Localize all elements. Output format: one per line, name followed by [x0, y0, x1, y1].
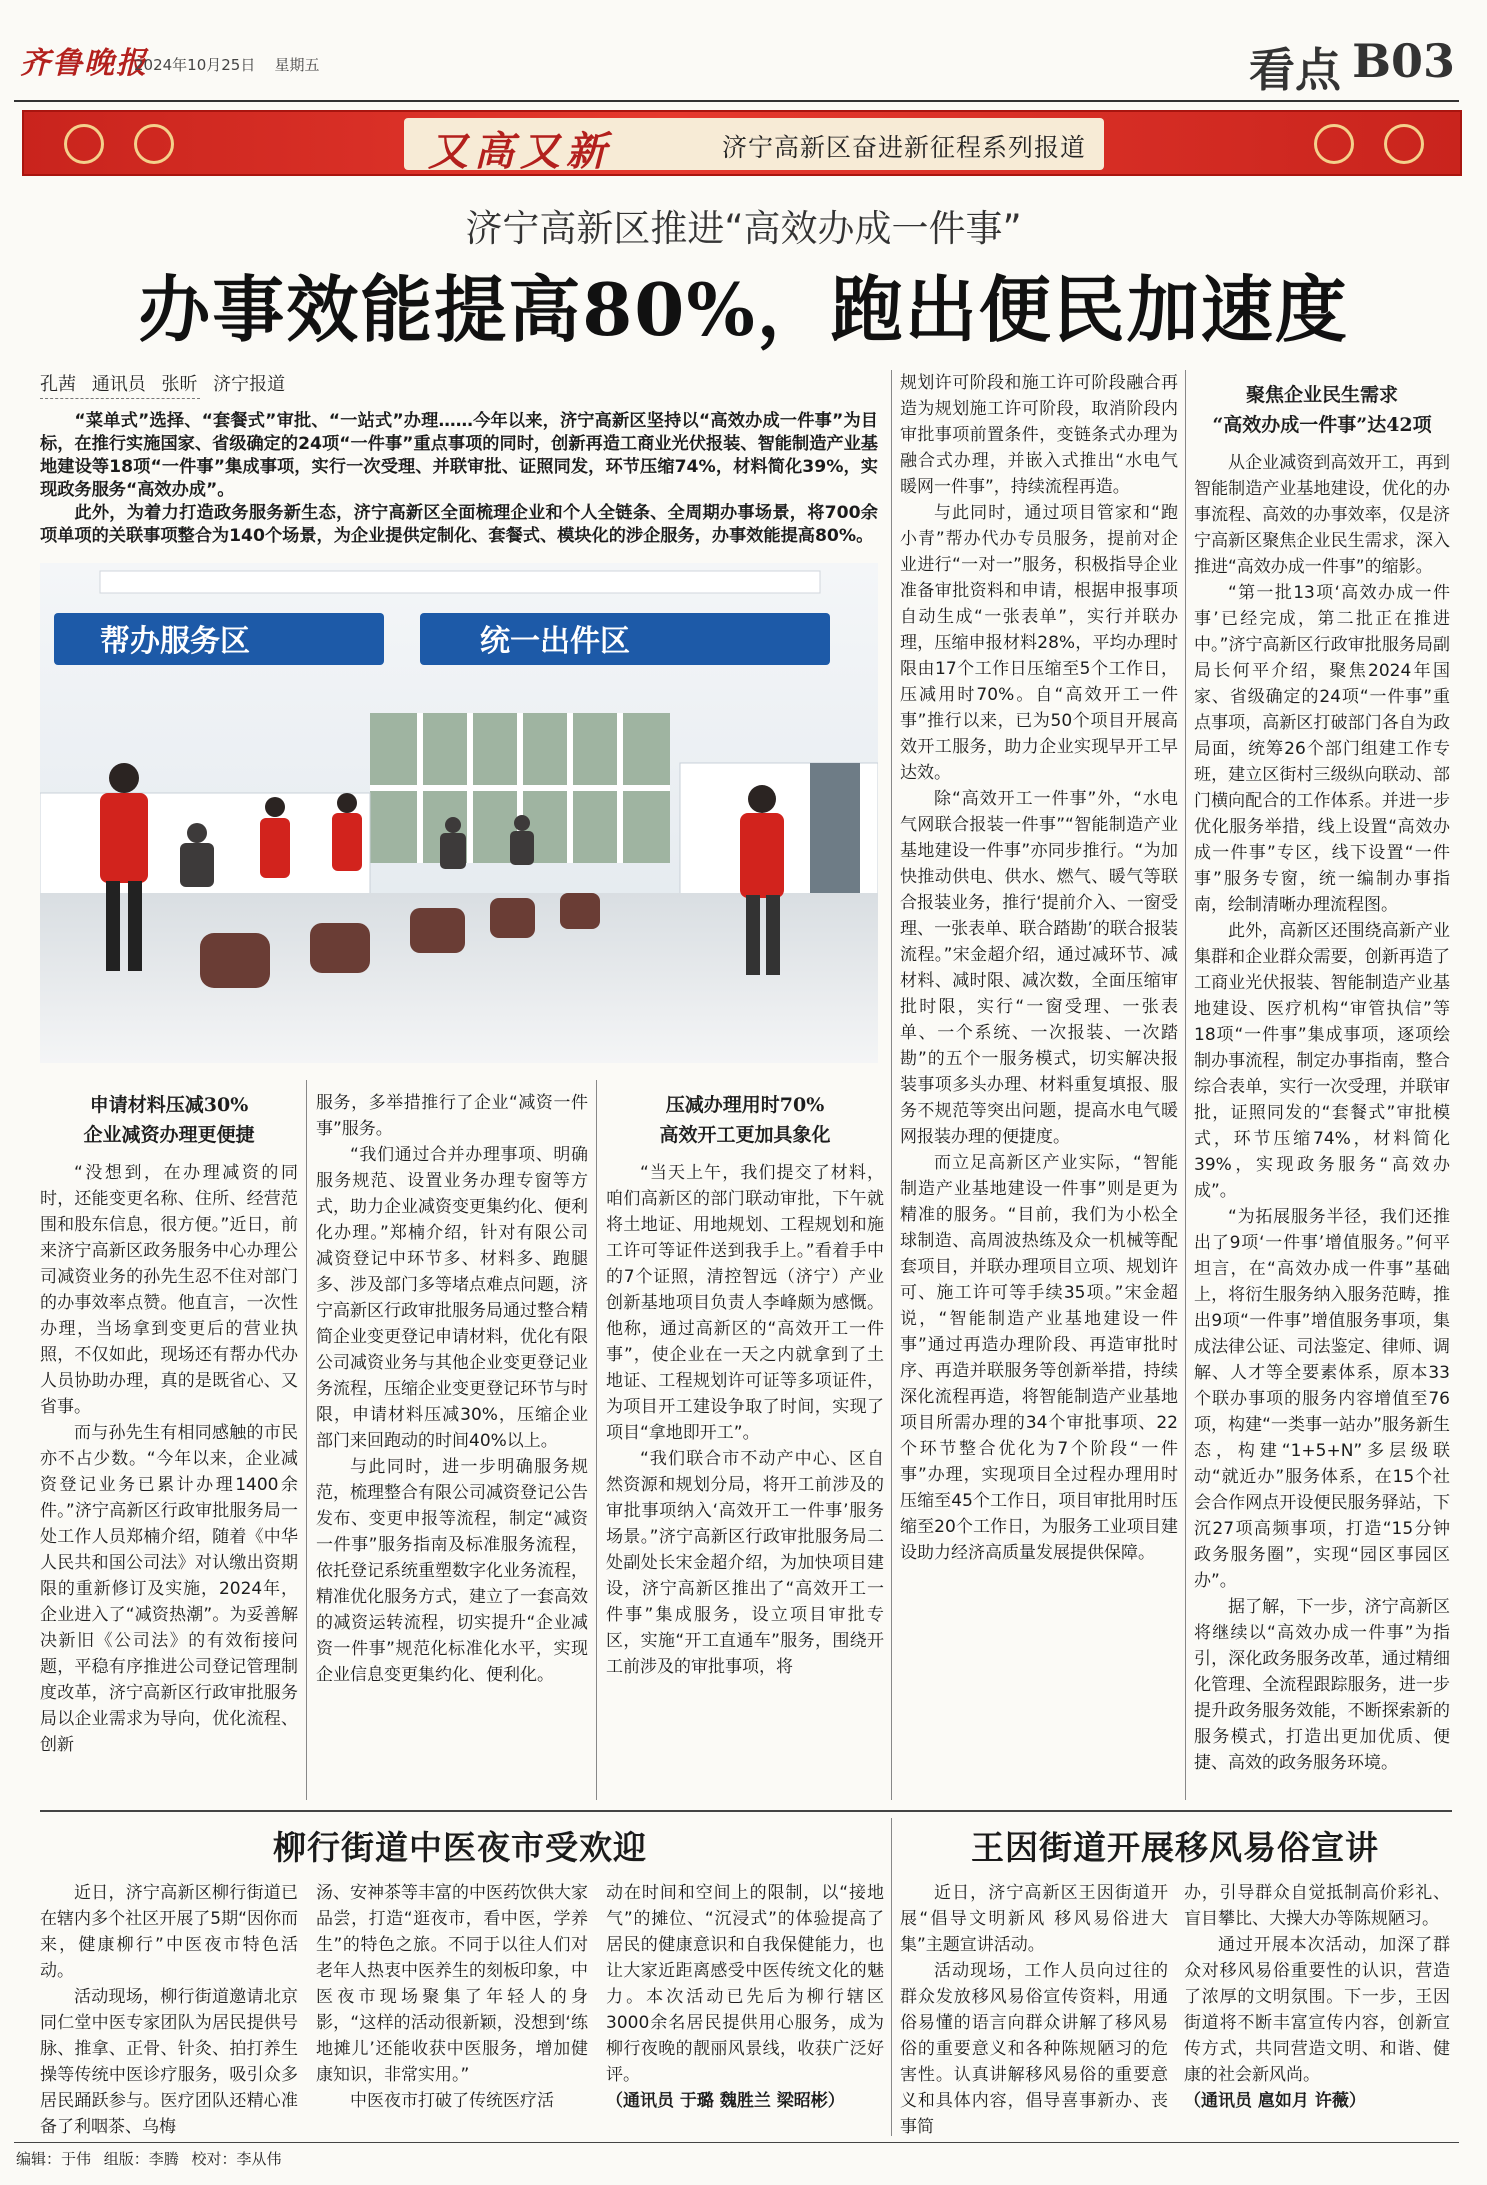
cloud-ornament-icon	[1314, 124, 1354, 164]
editor-credits: 编辑：于伟 组版：李腾 校对：李从伟	[16, 2150, 282, 2168]
column-divider	[596, 1080, 597, 1800]
sign-right-text: 统一出件区	[480, 624, 630, 659]
article-column-5	[1194, 380, 1450, 1800]
paragraph: 近日，济宁高新区柳行街道已在辖内多个社区开展了5期“因你而来，健康柳行”中医夜市特色活动。	[40, 1883, 298, 1981]
banner-plate	[404, 118, 1104, 175]
paragraph: “当天上午，我们提交了材料，咱们高新区的部门联动审批，下午就将土地证、用地规划、工程规划和施工许可等证件送到我手上。”看着手中的7个证照，清控智远（济宁）产业创新基地项目负责人李峰颇为感慨。他称，通过高新区的“高效开工一件事”，使企业在一天之内就拿到了土地证、工程规划许可证等多项证件，为项目开工建设争取了时间，实现了项目“拿地即开工”。	[606, 1163, 884, 1443]
section-divider	[40, 1810, 1452, 1812]
subheading: 申请材料压减30%	[89, 1094, 249, 1116]
paragraph: 而与孙先生有相同感触的市民亦不占少数。“今年以来，企业减资登记业务已累计办理1400余件。”济宁高新区行政审批服务局一处工作人员郑楠介绍，随着《中华人民共和国公司法》对认缴出资期限的重新修订及实施，2024年，企业进入了“减资热潮”。为妥善解决新旧《公司法》的有效衔接问题，平稳有序推进公司登记管理制度改革，济宁高新区行政审批服务局以企业需求为导向，优化流程、创新	[40, 1423, 298, 1755]
column-divider	[891, 370, 892, 1800]
paragraph: 活动现场，工作人员向过往的群众发放移风易俗宣传资料，用通俗易懂的语言向群众讲解了移风易俗的重要意义和各种陈规陋习的危害性。认真讲解移风易俗的重要意义和具体内容，倡导喜事新办、丧事简	[900, 1961, 1168, 2137]
section-label: 看点	[1249, 43, 1341, 97]
banner-subtitle: 济宁高新区奋进新征程系列报道	[722, 133, 1087, 162]
paragraph: 近日，济宁高新区王因街道开展“倡导文明新风 移风易俗进大集”主题宣讲活动。	[900, 1883, 1168, 1955]
paragraph: 从企业减资到高效开工，再到智能制造产业基地建设，优化的办事流程、高效的办事效率，仅是济宁高新区聚焦企业民生需求，深入推进“高效办成一件事”的缩影。	[1194, 453, 1450, 577]
lead-paragraphs	[40, 410, 878, 548]
paragraph: 动在时间和空间上的限制，以“接地气”的摊位、“沉浸式”的体验提高了居民的健康意识和自我保健能力，也让大家近距离感受中医传统文化的魅力。本次活动已先后为柳行辖区3000余名居民提供用心服务，成为柳行夜晚的靓丽风景线，收获广泛好评。	[606, 1883, 884, 2085]
issue-date	[134, 54, 319, 75]
story2-column-1	[40, 1880, 298, 2140]
paragraph: 与此同时，通过项目管家和“跑小青”帮办代办专员服务，提前对企业进行“一对一”服务，积极指导企业准备审批资料和申请，根据申报事项自动生成“一张表单”，实行并联办理，压缩申报材料28%，平均办理时限由17个工作日压缩至5个工作日，压减用时70%。自“高效开工一件事”推行以来，已为50个项目开展高效开工服务，助力企业实现早开工早达效。	[900, 503, 1178, 783]
subheading: 企业减资办理更便捷	[83, 1124, 255, 1146]
article-kicker: 济宁高新区推进“高效办成一件事”	[465, 207, 1022, 250]
subheading: 高效开工更加具象化	[659, 1124, 831, 1146]
page-number: B03	[1352, 34, 1455, 88]
weekday: 星期五	[274, 56, 320, 74]
cloud-ornament-icon	[134, 124, 174, 164]
paragraph: “第一批13项‘高效办成一件事’已经完成，第二批正在推进中。”济宁高新区行政审批服务局副局长何平介绍，聚焦2024年国家、省级确定的24项“一件事”重点事项，高新区打破部门各自为政局面，统筹26个部门组建工作专班，建立区街村三级纵向联动、部门横向配合的工作体系。并进一步优化服务举措，线上设置“高效办成一件事”专区，线下设置“一件事”服务专窗，统一编制办事指南，绘制清晰办理流程图。	[1194, 583, 1450, 915]
story3-column-1	[900, 1880, 1168, 2140]
paragraph: 办，引导群众自觉抵制高价彩礼、盲目攀比、大操大办等陈规陋习。	[1184, 1883, 1450, 1929]
service-hall-illustration	[40, 563, 878, 1063]
paragraph: 此外，高新区还围绕高新产业集群和企业群众需要，创新再造了工商业光伏报装、智能制造产业基地建设、医疗机构“审管执信”等18项“一件事”集成事项，逐项绘制办事流程，制定办事指南，整合综合表单，实行一次受理，并联审批，证照同发的“套餐式”审批模式，环节压缩74%，材料简化39%，实现政务服务“高效办成”。	[1194, 921, 1450, 1201]
article-headline: 办事效能提高80%，跑出便民加速度	[138, 267, 1349, 352]
lead-paragraph: “菜单式”选择、“套餐式”审批、“一站式”办理……今年以来，济宁高新区坚持以“高效办成一件事”为目标，在推行实施国家、省级确定的24项“一件事”重点事项的同时，创新再造工商业光伏报装、智能制造产业基地建设等18项“一件事”集成事项，实行一次受理、并联审批、证照同发，环节压缩74%，材料简化39%，实现政务服务“高效办成”。	[40, 411, 878, 500]
story2-credit: （通讯员 于璐 魏胜兰 梁昭彬）	[606, 2091, 845, 2111]
paragraph: “我们联合市不动产中心、区自然资源和规划分局，将开工前涉及的审批事项纳入‘高效开工一件事’服务场景。”济宁高新区行政审批服务局二处副处长宋金超介绍，为加快项目建设，济宁高新区推出了“高效开工一件事”集成服务，设立项目审批专区，实施“开工直通车”服务，围绕开工前涉及的审批事项，将	[606, 1449, 884, 1677]
paragraph: 活动现场，柳行街道邀请北京同仁堂中医专家团队为居民提供号脉、推拿、正骨、针灸、拍打养生操等传统中医诊疗服务，吸引众多居民踊跃参与。医疗团队还精心准备了利咽茶、乌梅	[40, 1987, 298, 2137]
sign-left-text: 帮办服务区	[100, 624, 250, 659]
story3-headline: 王因街道开展移风易俗宣讲	[971, 1828, 1379, 1867]
subheading: 聚焦企业民生需求	[1245, 384, 1398, 406]
paragraph: 据了解，下一步，济宁高新区将继续以“高效办成一件事”为指引，深化政务服务改革，通过精细化管理、全流程跟踪服务，进一步提升政务服务效能，不断探索新的服务模式，打造出更加优质、便捷、高效的政务服务环境。	[1194, 1597, 1450, 1773]
byline: 孔茜 通讯员 张昕 济宁报道	[40, 374, 286, 395]
subheading: “高效办成一件事”达42项	[1212, 414, 1432, 436]
article-column-3	[606, 1090, 884, 1800]
paragraph: 汤、安神茶等丰富的中医药饮供大家品尝，打造“逛夜市，看中医，学养生”的特色之旅。不同于以往人们对老年人热衷中医养生的刻板印象，中医夜市现场聚集了年轻人的身影，“这样的活动很新颖，没想到‘练地摊儿’还能收获中医服务，增加健康知识，非常实用。”	[316, 1883, 588, 2085]
story3-credit: （通讯员 扈如月 许薇）	[1184, 2091, 1366, 2111]
date: 2024年10月25日	[134, 56, 256, 74]
story3-column-2	[1184, 1880, 1450, 2140]
article-column-2	[316, 1090, 588, 1800]
story2-column-3	[606, 1880, 884, 2140]
column-divider	[306, 1080, 307, 1800]
series-banner	[22, 110, 1462, 176]
story2-headline: 柳行街道中医夜市受欢迎	[273, 1828, 647, 1867]
subheading: 压减办理用时70%	[665, 1094, 825, 1116]
service-hall-photo	[40, 563, 878, 1063]
paragraph: 与此同时，进一步明确服务规范，梳理整合有限公司减资登记公告发布、变更申报等流程，制定“减资一件事”服务指南及标准服务流程，依托登记系统重塑数字化业务流程，精准优化服务方式，建立了一套高效的减资运转流程，切实提升“企业减资一件事”规范化标准化水平，实现企业信息变更集约化、便利化。	[316, 1457, 588, 1685]
masthead	[14, 28, 1459, 102]
paragraph: “没想到，在办理减资的同时，还能变更名称、住所、经营范围和股东信息，很方便。”近日，前来济宁高新区政务服务中心办理公司减资业务的孙先生忍不住对部门的办事效率点赞。他直言，一次性办理，当场拿到变更后的营业执照，不仅如此，现场还有帮办代办人员协助办理，真的是既省心、又省事。	[40, 1163, 298, 1417]
paragraph: “为拓展服务半径，我们还推出了9项‘一件事’增值服务。”何平坦言，在“高效办成一件事”基础上，将衍生服务纳入服务范畴，推出9项“一件事”增值服务事项，集成法律公证、司法鉴定、律师、调解、人才等全要素体系，原本33个联办事项的服务内容增值至76项，构建“一类事一站办”服务新生态，构建“1+5+N”多层级联动“就近办”服务体系，在15个社会合作网点开设便民服务驿站，下沉27项高频事项，打造“15分钟政务服务圈”，实现“园区事园区办”。	[1194, 1207, 1450, 1591]
lead-paragraph: 此外，为着力打造政务服务新生态，济宁高新区全面梳理企业和个人全链条、全周期办事场景，将700余项单项的关联事项整合为140个场景，为企业提供定制化、套餐式、模块化的涉企服务，办事效能提高80%。	[40, 503, 878, 546]
byline-divider	[40, 398, 200, 399]
article-column-1	[40, 1090, 298, 1800]
paragraph: 而立足高新区产业实际，“智能制造产业基地建设一件事”则是更为精准的服务。“目前，我们为小松全球制造、高周波热练及众一机械等配套项目，并联办理项目立项、规划许可、施工许可等手续35项。”宋金超说，“智能制造产业基地建设一件事”通过再造办理阶段、再造审批时序、再造并联服务等创新举措，持续深化流程再造，将智能制造产业基地项目所需办理的34个审批事项、22个环节整合优化为7个阶段“一件事”办理，实现项目全过程办理用时压缩至45个工作日，项目审批用时压缩至20个工作日，为服务工业项目建设助力经济高质量发展提供保障。	[900, 1153, 1178, 1563]
paragraph: 通过开展本次活动，加深了群众对移风易俗重要性的认识，营造了浓厚的文明氛围。下一步，王因街道将不断丰富宣传内容，创新宣传方式，共同营造文明、和谐、健康的社会新风尚。	[1184, 1935, 1450, 2085]
paragraph: 除“高效开工一件事”外，“水电气网联合报装一件事”“智能制造产业基地建设一件事”亦同步推行。“为加快推动供电、供水、燃气、暖气等联合报装业务，推行‘提前介入、一窗受理、一张表单、联合踏勘’的联合报装流程。”宋金超介绍，通过减环节、减材料、减时限、减次数，全面压缩审批时限，实行“一窗受理、一张表单、一个系统、一次报装、一次踏勘”的五个一服务模式，切实解决报装事项多头办理、材料重复填报、服务不规范等突出问题，提高水电气暖网报装办理的便捷度。	[900, 789, 1178, 1147]
paragraph: 中医夜市打破了传统医疗活	[350, 2091, 554, 2111]
paragraph: 服务，多举措推行了企业“减资一件事”服务。	[316, 1093, 588, 1139]
cloud-ornament-icon	[1384, 124, 1424, 164]
footer-divider	[14, 2142, 1459, 2143]
paragraph: 规划许可阶段和施工许可阶段融合再造为规划施工许可阶段，取消阶段内审批事项前置条件，变链条式办理为融合式办理，并嵌入式推出“水电气暖网一件事”，持续流程再造。	[900, 373, 1178, 497]
banner-title: 又高又新	[428, 128, 612, 175]
article-column-4	[900, 370, 1178, 1800]
column-divider	[891, 1818, 892, 2136]
story2-column-2	[316, 1880, 588, 2140]
column-divider	[1185, 370, 1186, 1800]
paper-logo: 齐鲁晚报	[20, 46, 148, 81]
cloud-ornament-icon	[64, 124, 104, 164]
paragraph: “我们通过合并办理事项、明确服务规范、设置业务办理专窗等方式，助力企业减资变更集约化、便利化办理。”郑楠介绍，针对有限公司减资登记中环节多、材料多、跑腿多、涉及部门多等堵点难点问题，济宁高新区行政审批服务局通过整合精简企业变更登记申请材料，优化有限公司减资业务与其他企业变更登记业务流程，压缩企业变更登记环节与时限，申请材料压减30%，压缩企业部门来回跑动的时间40%以上。	[316, 1145, 588, 1451]
